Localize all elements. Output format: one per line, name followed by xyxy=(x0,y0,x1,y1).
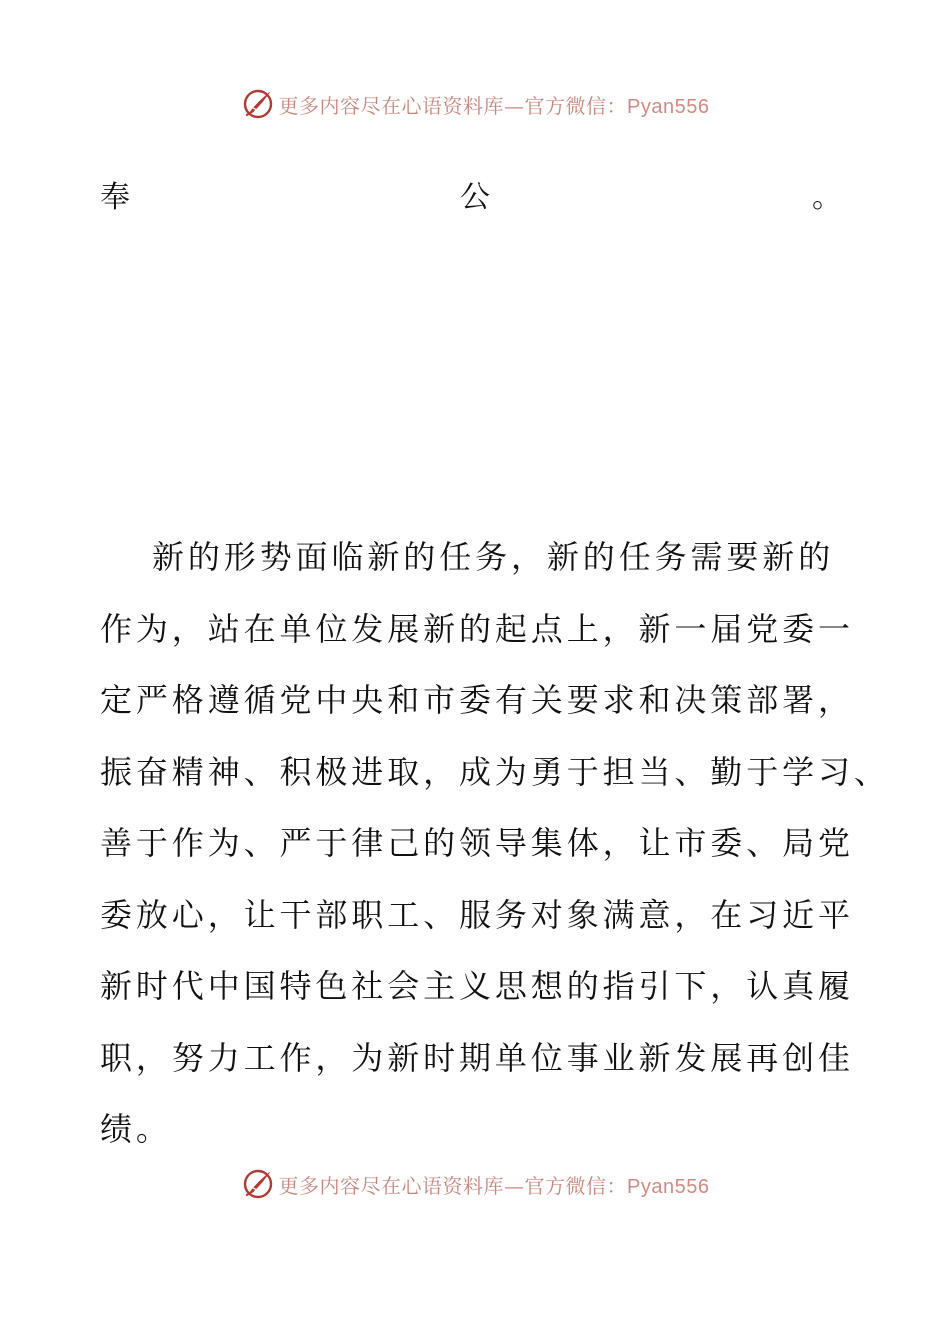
heading-period: 。 xyxy=(812,180,842,215)
paragraph-line: 作为，站在单位发展新的起点上，新一届党委一 xyxy=(100,609,854,648)
watermark-wechat-id: Pyan556 xyxy=(627,1175,710,1198)
watermark-text: 更多内容尽在心语资料库—官方微信：Pyan556 xyxy=(278,1173,710,1198)
paragraph-line: 委放心，让干部职工、服务对象满意，在习近平 xyxy=(100,895,854,934)
watermark-content xyxy=(241,1167,710,1201)
body-paragraph xyxy=(100,522,890,1166)
quill-pen-logo-icon xyxy=(241,1167,275,1201)
heading-char-1: 奉 xyxy=(100,180,130,215)
paragraph-line: 职，努力工作，为新时期单位事业新发展再创佳 xyxy=(100,1038,854,1077)
heading-fragment xyxy=(100,172,840,220)
paragraph-line: 定严格遵循党中央和市委有关要求和决策部署， xyxy=(100,681,854,719)
paragraph-line: 新时代中国特色社会主义思想的指引下，认真履 xyxy=(100,967,854,1005)
heading-char-2: 公 xyxy=(460,180,490,215)
watermark-text: 更多内容尽在心语资料库—官方微信：Pyan556 xyxy=(278,93,710,118)
quill-pen-logo-icon xyxy=(241,87,275,121)
watermark-wechat-id: Pyan556 xyxy=(627,95,710,118)
footer-watermark xyxy=(0,1164,950,1204)
paragraph-line: 新的形势面临新的任务，新的任务需要新的 xyxy=(152,538,835,576)
paragraph-line: 振奋精神、积极进取，成为勇于担当、勤于学习、 xyxy=(100,752,890,791)
paragraph-line: 绩。 xyxy=(100,1110,172,1148)
paragraph-line: 善于作为、严于律己的领导集体，让市委、局党 xyxy=(100,824,854,862)
header-watermark xyxy=(0,84,950,124)
watermark-content xyxy=(241,87,710,121)
